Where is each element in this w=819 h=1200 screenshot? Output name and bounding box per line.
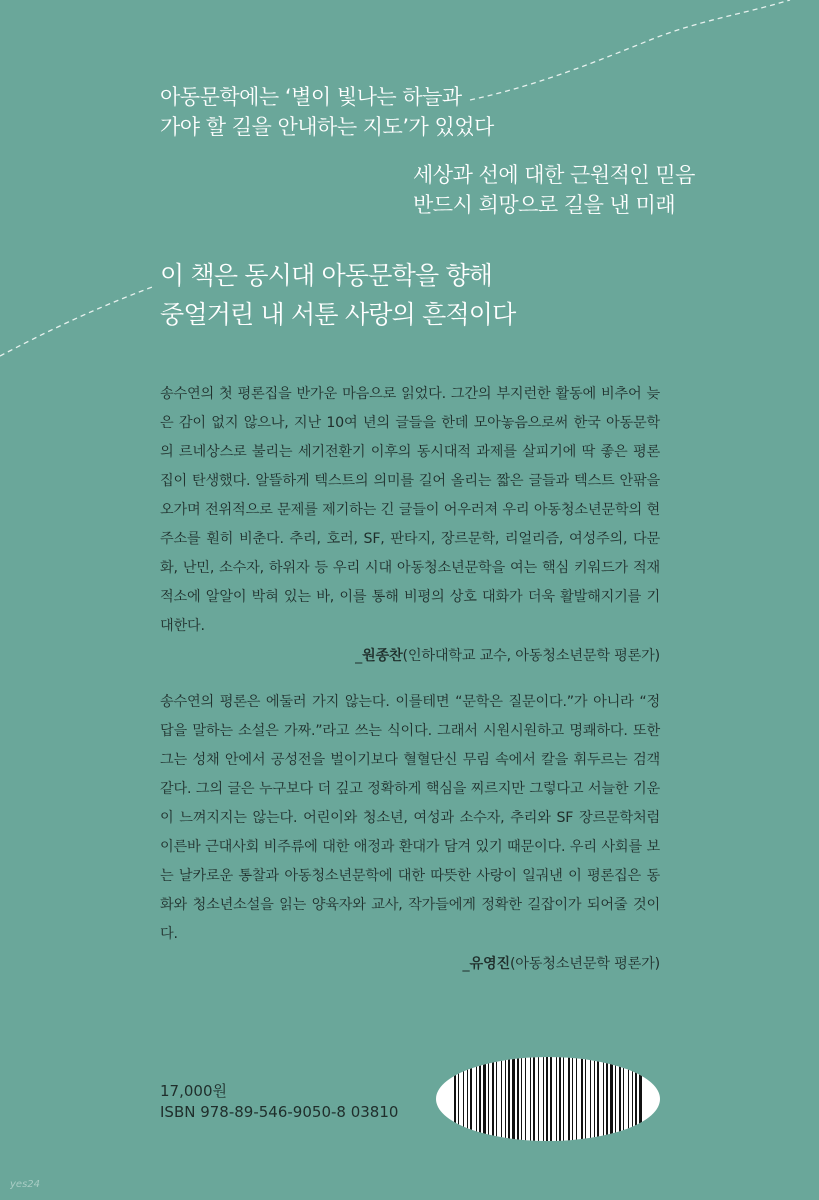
yes24-logo [10,1175,40,1191]
barcode-bar [556,1055,557,1143]
barcode-bar [628,1055,629,1143]
top-right-dashed-curve [470,0,790,100]
signature-prefix: _ [462,956,470,972]
barcode-bar [470,1055,472,1143]
intro-quote-2 [413,160,695,221]
barcode-bar [632,1055,633,1143]
barcode-bar [512,1055,515,1143]
headline [160,257,516,335]
barcode [434,1055,662,1143]
headline-line: 중얼거린 내 서툰 사랑의 흔적이다 [160,299,516,329]
barcode-bar [525,1055,526,1143]
reviewer-role: (인하대학교 교수, 아동청소년문학 평론가) [402,648,660,664]
barcode-bar [454,1055,456,1143]
barcode-bar [463,1055,464,1143]
review-signature [160,642,660,671]
signature-prefix: _ [355,648,362,664]
barcode-bar [476,1055,477,1143]
headline-line: 이 책은 동시대 아동문학을 향해 [160,261,493,290]
review-1 [160,380,660,671]
barcode-bar [508,1055,510,1143]
svg-text:yes24: yes24 [10,1179,40,1190]
barcode-bar [479,1055,481,1143]
barcode-bar [619,1055,621,1143]
intro-quote-1 [160,82,494,143]
barcode-bar [492,1055,494,1143]
barcode-bar [563,1055,564,1143]
barcode-bar [597,1055,599,1143]
barcode-bar [639,1055,642,1143]
intro-line: 반드시 희망으로 길을 낸 미래 [413,193,676,218]
barcode-bar [615,1055,616,1143]
barcode-bar [572,1055,573,1143]
review-2 [160,688,660,979]
barcode-bar [550,1055,552,1143]
barcode-bar [505,1055,506,1143]
barcode-bar [576,1055,577,1143]
barcode-bar [496,1055,497,1143]
barcode-bar [606,1055,608,1143]
barcode-bar [543,1055,544,1143]
reviewer-role: (아동청소년문학 평론가) [509,956,660,972]
price: 17,000원 [160,1082,227,1100]
barcode-bar [467,1055,468,1143]
reviewer-name: 원종찬 [361,648,403,664]
barcode-bar [603,1055,604,1143]
barcode-bar [533,1055,535,1143]
barcode-bar [517,1055,519,1143]
barcode-bar [458,1055,459,1143]
barcode-bar [521,1055,522,1143]
review-signature [160,950,660,979]
intro-line: 아동문학에는 ‘별이 빛나는 하늘과 [160,85,462,109]
barcode-bar [568,1055,570,1143]
barcode-bar [483,1055,486,1143]
review-text: 송수연의 평론은 에둘러 가지 않는다. 이를테면 “문학은 질문이다.”가 아니라 “정답을 말하는 소설은 가짜.”라고 쓰는 식이다. 그래서 시원시원하고 명쾌하다. 또한 그는 성채 안에서 공성전을 벌이기보다 혈혈단신 무림 속에서 칼을 휘두르는 검객 같다. 그의 글은 누구보다 더 깊고 정확하게 핵심을 찌르지만 그렇다고 서늘한 기운이 느껴지지는 않는다. 어린이와 청소년, 여성과 소수자, 추리와 SF 장르문학처럼 이른바 근대사회 비주류에 대한 애정과 환대가 담겨 있기 때문이다. 우리 사회를 보는 날카로운 통찰과 아동청소년문학에 대한 따뜻한 사랑이 일궈낸 이 평론집은 동화와 청소년소설을 읽는 양육자와 교사, 작가들에게 정확한 길잡이가 되어줄 것이다. [160,694,660,942]
reviewer-name: 유영진 [469,956,510,972]
barcode-bar [501,1055,502,1143]
review-text: 송수연의 첫 평론집을 반가운 마음으로 읽었다. 그간의 부지런한 활동에 비추어 늦은 감이 없지 않으나, 지난 10여 년의 글들을 한데 모아놓음으로써 한국 아동문학의 르네상스로 불리는 세기전환기 이후의 동시대적 과제를 살피기에 딱 좋은 평론집이 탄생했다. 알뜰하게 텍스트의 의미를 길어 올리는 짧은 글들과 텍스트 안팎을 오가며 전위적으로 문제를 제기하는 긴 글들이 어우러져 우리 아동청소년문학의 현주소를 훤히 비춘다. 추리, 호러, SF, 판타지, 장르문학, 리얼리즘, 여성주의, 다문화, 난민, 소수자, 하위자 등 우리 시대 아동청소년문학을 여는 핵심 키워드가 적재적소에 알알이 박혀 있는 바, 이를 통해 비평의 상호 대화가 더욱 활발해지기를 기대한다. [160,386,660,634]
isbn: ISBN 978-89-546-9050-8 03810 [160,1103,399,1121]
barcode-bar [635,1055,637,1143]
barcode-bar [530,1055,531,1143]
barcode-bar [610,1055,613,1143]
intro-line: 세상과 선에 대한 근원적인 믿음 [413,163,695,187]
barcode-bar [559,1055,561,1143]
barcode-bar [623,1055,624,1143]
barcode-bar [594,1055,595,1143]
barcode-bar [581,1055,583,1143]
barcode-bar [590,1055,591,1143]
barcode-bar [546,1055,548,1143]
left-dashed-curve [0,286,155,356]
price-info [160,1081,398,1123]
intro-line: 가야 할 길을 안내하는 지도’가 있었다 [160,115,494,140]
barcode-bar [585,1055,586,1143]
barcode-bar [538,1055,539,1143]
barcode-bar [488,1055,489,1143]
